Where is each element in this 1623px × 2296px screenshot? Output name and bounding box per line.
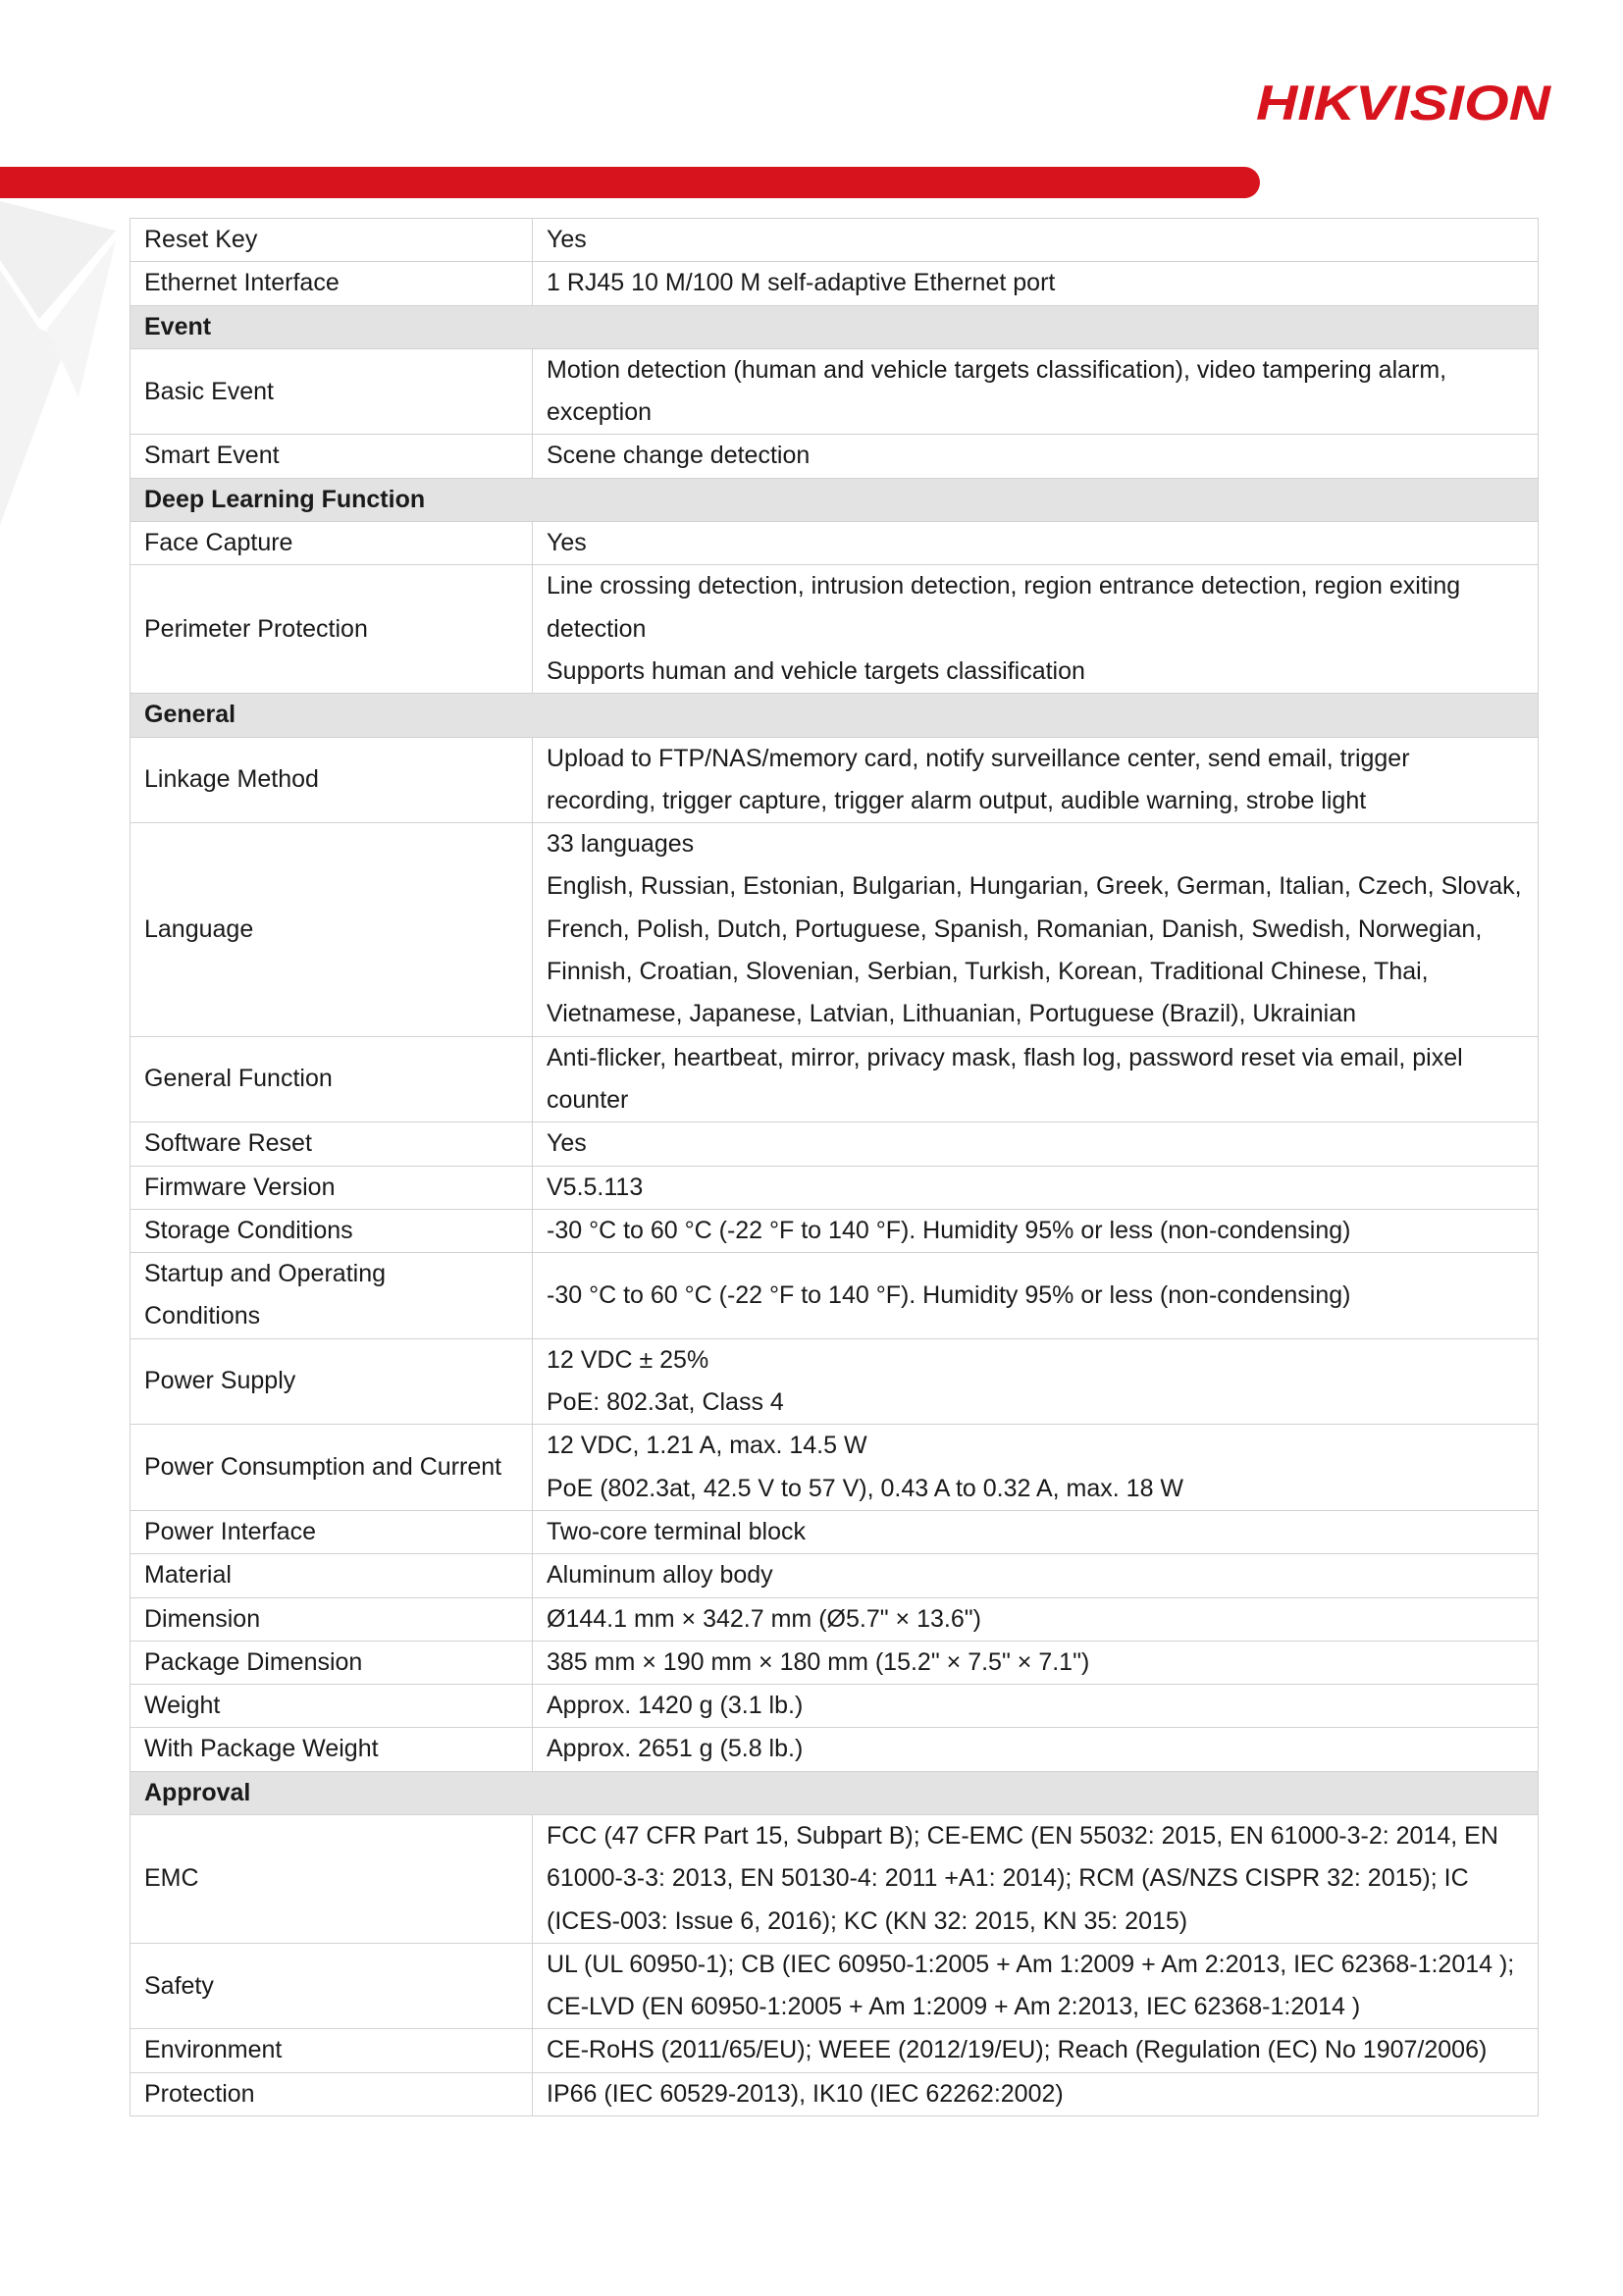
section-header-row [131,478,1539,521]
spec-value-line: Yes [547,1129,587,1158]
spec-value-line: Yes [547,529,587,557]
spec-row [131,737,1539,823]
spec-value [533,2072,1539,2115]
spec-key: General Function [131,1036,533,1122]
spec-value-line: -30 °C to 60 °C (-22 °F to 140 °F). Humidity 95% or less (non-condensing) [547,1216,1351,1244]
spec-key: Dimension [131,1597,533,1641]
spec-row [131,1122,1539,1166]
header-red-bar [0,167,1260,198]
spec-value-line: Approx. 2651 g (5.8 lb.) [547,1735,804,1763]
brand-text: HIKVISION [1256,76,1552,130]
spec-value-line: Supports human and vehicle targets classification [547,656,1085,685]
spec-row [131,262,1539,305]
section-title: General [131,694,1539,737]
spec-row [131,1253,1539,1339]
spec-value [533,1209,1539,1252]
spec-row [131,1685,1539,1728]
spec-value-line: recording, trigger capture, trigger alarm output, audible warning, strobe light [547,786,1367,814]
spec-key: Power Supply [131,1338,533,1425]
spec-value-line: exception [547,398,653,427]
spec-value [533,1943,1539,2029]
spec-value [533,219,1539,262]
spec-key: Smart Event [131,435,533,478]
spec-row [131,1728,1539,1771]
spec-value-line: (ICES-003: Issue 6, 2016); KC (KN 32: 2015, KN 35: 2015) [547,1906,1188,1935]
section-title: Deep Learning Function [131,478,1539,521]
spec-value [533,1554,1539,1597]
spec-row [131,435,1539,478]
spec-row [131,565,1539,694]
spec-value [533,1641,1539,1684]
spec-row [131,2072,1539,2115]
spec-value-line: Approx. 1420 g (3.1 lb.) [547,1692,804,1720]
spec-row [131,2029,1539,2072]
spec-key: Protection [131,2072,533,2115]
decorative-watermark [0,201,128,525]
spec-value-line: Line crossing detection, intrusion detection, region entrance detection, region exiting [547,572,1461,600]
spec-row [131,1641,1539,1684]
spec-value [533,1814,1539,1943]
spec-value-line: 385 mm × 190 mm × 180 mm (15.2" × 7.5" × 7.1") [547,1647,1090,1676]
spec-key: Software Reset [131,1122,533,1166]
spec-key: Language [131,823,533,1036]
spec-row [131,1036,1539,1122]
spec-key: Storage Conditions [131,1209,533,1252]
spec-row [131,1597,1539,1641]
spec-value-line: UL (UL 60950-1); CB (IEC 60950-1:2005 + Am 1:2009 + Am 2:2013, IEC 62368-1:2014 ); [547,1950,1515,1978]
spec-value [533,1036,1539,1122]
spec-key: Reset Key [131,219,533,262]
spec-key: Ethernet Interface [131,262,533,305]
spec-value [533,737,1539,823]
spec-key: Safety [131,1943,533,2029]
spec-row [131,1510,1539,1553]
spec-value-line: Anti-flicker, heartbeat, mirror, privacy mask, flash log, password reset via email, pixel [547,1043,1463,1071]
spec-key: Face Capture [131,522,533,565]
spec-key: Basic Event [131,348,533,435]
spec-value-line: French, Polish, Dutch, Portuguese, Spanish, Romanian, Danish, Swedish, Norwegian, [547,914,1483,943]
spec-key: Perimeter Protection [131,565,533,694]
spec-value [533,1425,1539,1511]
spec-value-line: 12 VDC, 1.21 A, max. 14.5 W [547,1432,867,1460]
spec-value-line: Finnish, Croatian, Slovenian, Serbian, Turkish, Korean, Traditional Chinese, Thai, [547,958,1429,986]
section-header-row [131,305,1539,348]
hikvision-logo [1254,75,1558,130]
spec-value [533,1122,1539,1166]
spec-value [533,1510,1539,1553]
spec-value [533,348,1539,435]
spec-value-line: CE-LVD (EN 60950-1:2005 + Am 1:2009 + Am 2:2013, IEC 62368-1:2014 ) [547,1993,1361,2021]
spec-table [130,218,1539,2116]
spec-value [533,262,1539,305]
spec-value-line: 61000-3-3: 2013, EN 50130-4: 2011 +A1: 2014); RCM (AS/NZS CISPR 32: 2015); IC [547,1864,1469,1893]
spec-key: EMC [131,1814,533,1943]
spec-value-line: Vietnamese, Japanese, Latvian, Lithuanian, Portuguese (Brazil), Ukrainian [547,1000,1357,1028]
spec-value-line: -30 °C to 60 °C (-22 °F to 140 °F). Humidity 95% or less (non-condensing) [547,1280,1351,1309]
spec-key: Package Dimension [131,1641,533,1684]
spec-key-line: Startup and Operating [144,1260,386,1288]
spec-value-line: detection [547,614,647,643]
spec-value-line: 1 RJ45 10 M/100 M self-adaptive Ethernet port [547,269,1056,297]
spec-value-line: Upload to FTP/NAS/memory card, notify surveillance center, send email, trigger [547,744,1410,772]
spec-key: Material [131,1554,533,1597]
spec-value-line: Ø144.1 mm × 342.7 mm (Ø5.7" × 13.6") [547,1604,981,1633]
spec-value [533,2029,1539,2072]
spec-value-line: V5.5.113 [547,1173,644,1201]
spec-row [131,1338,1539,1425]
spec-value-line: 12 VDC ± 25% [547,1345,709,1374]
section-title: Event [131,305,1539,348]
spec-value-line: PoE: 802.3at, Class 4 [547,1388,784,1417]
spec-row [131,348,1539,435]
spec-key: Firmware Version [131,1166,533,1209]
spec-value-line: counter [547,1085,629,1114]
section-header-row [131,694,1539,737]
spec-key: Linkage Method [131,737,533,823]
spec-value [533,1253,1539,1339]
spec-key: With Package Weight [131,1728,533,1771]
spec-value [533,435,1539,478]
spec-value [533,565,1539,694]
spec-value [533,1728,1539,1771]
spec-key [131,1253,533,1339]
spec-value [533,823,1539,1036]
spec-value-line: English, Russian, Estonian, Bulgarian, Hungarian, Greek, German, Italian, Czech, Slovak, [547,872,1522,901]
spec-value-line: Two-core terminal block [547,1517,806,1545]
spec-row [131,522,1539,565]
spec-value-line: IP66 (IEC 60529-2013), IK10 (IEC 62262:2002) [547,2079,1064,2108]
spec-row [131,1209,1539,1252]
spec-row [131,1166,1539,1209]
spec-row [131,219,1539,262]
spec-value [533,1597,1539,1641]
spec-value-line: PoE (802.3at, 42.5 V to 57 V), 0.43 A to 0.32 A, max. 18 W [547,1474,1184,1502]
spec-row [131,1425,1539,1511]
spec-value-line: FCC (47 CFR Part 15, Subpart B); CE-EMC (EN 55032: 2015, EN 61000-3-2: 2014, EN [547,1821,1498,1850]
spec-key: Weight [131,1685,533,1728]
spec-value-line: Scene change detection [547,442,811,470]
spec-row [131,1814,1539,1943]
spec-value-line: Motion detection (human and vehicle targets classification), video tampering alarm, [547,355,1447,384]
spec-row [131,1554,1539,1597]
spec-value-line: CE-RoHS (2011/65/EU); WEEE (2012/19/EU); Reach (Regulation (EC) No 1907/2006) [547,2036,1488,2064]
spec-value [533,1685,1539,1728]
section-header-row [131,1771,1539,1814]
spec-value [533,1338,1539,1425]
spec-key: Power Consumption and Current [131,1425,533,1511]
spec-value-line: Yes [547,226,587,253]
spec-row [131,1943,1539,2029]
spec-key: Power Interface [131,1510,533,1553]
spec-row [131,823,1539,1036]
spec-value-line: 33 languages [547,830,695,859]
spec-key: Environment [131,2029,533,2072]
spec-value-line: Aluminum alloy body [547,1561,773,1590]
section-title: Approval [131,1771,1539,1814]
spec-key-line: Conditions [144,1302,261,1331]
spec-value [533,522,1539,565]
spec-value [533,1166,1539,1209]
